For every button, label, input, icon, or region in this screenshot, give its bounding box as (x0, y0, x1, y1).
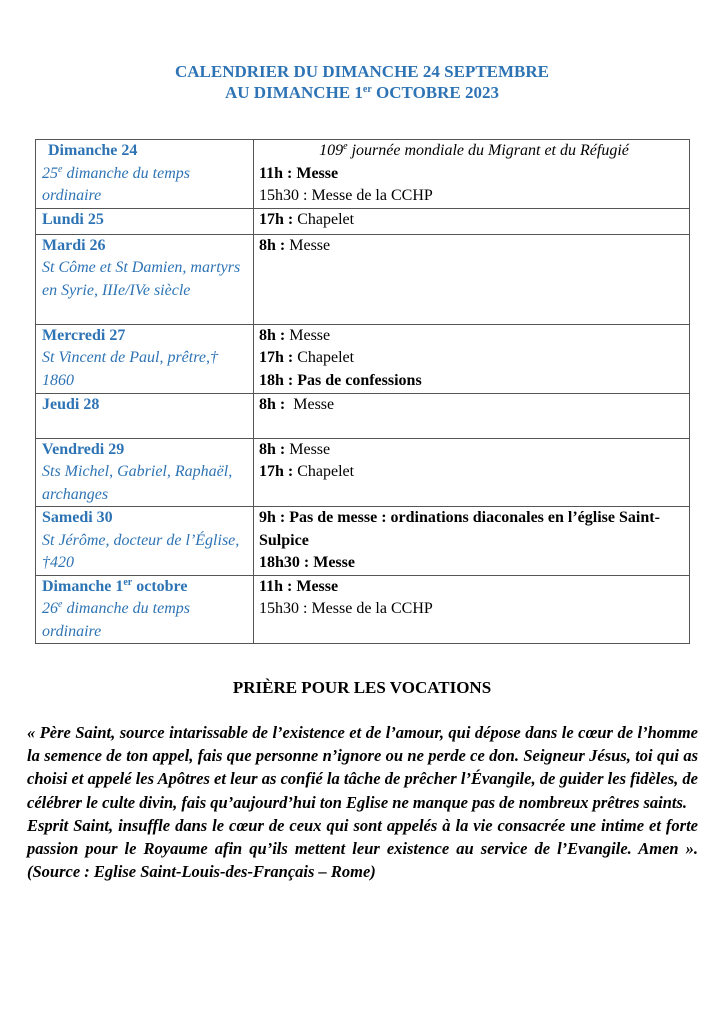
program-line: 17h : Chapelet (259, 349, 355, 366)
calendar-row (36, 438, 690, 507)
day-feast: St Vincent de Paul, prêtre,† 1860 (42, 349, 218, 389)
program-cell (254, 575, 690, 644)
day-feast: 25e dimanche du temps ordinaire (42, 163, 190, 204)
program-line: 8h : Messe (259, 395, 335, 413)
calendar-row (36, 140, 690, 209)
day-name: Lundi 25 (42, 210, 104, 228)
program-line: 8h : Messe (259, 440, 331, 458)
prayer-paragraph: « Père Saint, source intarissable de l’existence et de l’amour, qui dépose dans le cœur de l’homme la semence de ton appel, fais que personne n’ignore ou ne perde ce don. Seigneur Jésus, toi qui as choisi et appelé les Apôtres et leur as confié la tâche de prêcher l’Évangile, de guider les fidèles, de célébrer le culte divin, fais qu’aujourd’hui ton Eglise ne manque pas de nombreux prêtres saints. (27, 723, 698, 812)
day-name: Dimanche 24 (48, 142, 138, 159)
day-cell (36, 575, 254, 644)
calendar-row (36, 575, 690, 644)
day-cell (36, 393, 254, 438)
calendar-row (36, 393, 690, 438)
day-name: Samedi 30 (42, 509, 113, 526)
day-cell (36, 234, 254, 324)
calendar-row (36, 324, 690, 393)
day-name: Dimanche 1er octobre (42, 576, 188, 595)
prayer-text (27, 721, 698, 883)
calendar-row (36, 507, 690, 576)
day-name: Jeudi 28 (42, 395, 100, 413)
program-line: 15h30 : Messe de la CCHP (259, 600, 433, 617)
day-name: Vendredi 29 (42, 440, 125, 458)
program-line: 8h : Messe (259, 236, 331, 254)
program-line: 18h : Pas de confessions (259, 371, 422, 389)
program-cell (254, 438, 690, 507)
program-cell (254, 208, 690, 234)
program-line: 9h : Pas de messe : ordinations diaconales en l’église Saint-Sulpice (259, 509, 660, 549)
program-line: 18h30 : Messe (259, 554, 355, 571)
program-cell (254, 234, 690, 324)
prayer-title: PRIÈRE POUR LES VOCATIONS (232, 678, 492, 697)
prayer-paragraph: Esprit Saint, insuffle dans le cœur de ceux qui sont appelés à la vie consacrée une intime et forte passion pour le Royaume afin qu’ils mettent leur existence au service de l’Evangile. Amen ». (Source : Eglise Saint-Louis-des-Français – Rome) (27, 815, 698, 882)
program-line: 11h : Messe (259, 164, 339, 182)
program-line: 15h30 : Messe de la CCHP (259, 187, 433, 204)
day-cell (36, 208, 254, 234)
program-line: 8h : Messe (259, 326, 331, 344)
program-note: 109e journée mondiale du Migrant et du Réfugié (319, 141, 629, 159)
day-name: Mardi 26 (42, 236, 106, 254)
program-line: 17h : Chapelet (259, 463, 355, 480)
title-line-2: AU DIMANCHE 1er OCTOBRE 2023 (225, 83, 499, 102)
program-cell (254, 393, 690, 438)
day-cell (36, 438, 254, 507)
program-line: 11h : Messe (259, 577, 339, 595)
program-line: 17h : Chapelet (259, 210, 355, 228)
day-feast: St Jérôme, docteur de l’Église, †420 (42, 531, 240, 571)
day-feast: Sts Michel, Gabriel, Raphaël, archanges (42, 463, 233, 503)
program-cell (254, 324, 690, 393)
program-cell (254, 507, 690, 576)
day-cell (36, 507, 254, 576)
day-cell (36, 140, 254, 209)
day-cell (36, 324, 254, 393)
calendar-row (36, 234, 690, 324)
day-feast: St Côme et St Damien, martyrs en Syrie, IIIe/IVe siècle (42, 259, 241, 299)
day-feast: 26e dimanche du temps ordinaire (42, 599, 190, 640)
calendar-table (35, 139, 690, 644)
title-line-1: CALENDRIER DU DIMANCHE 24 SEPTEMBRE (174, 62, 550, 81)
day-name: Mercredi 27 (42, 326, 126, 344)
program-cell (254, 140, 690, 209)
calendar-row (36, 208, 690, 234)
